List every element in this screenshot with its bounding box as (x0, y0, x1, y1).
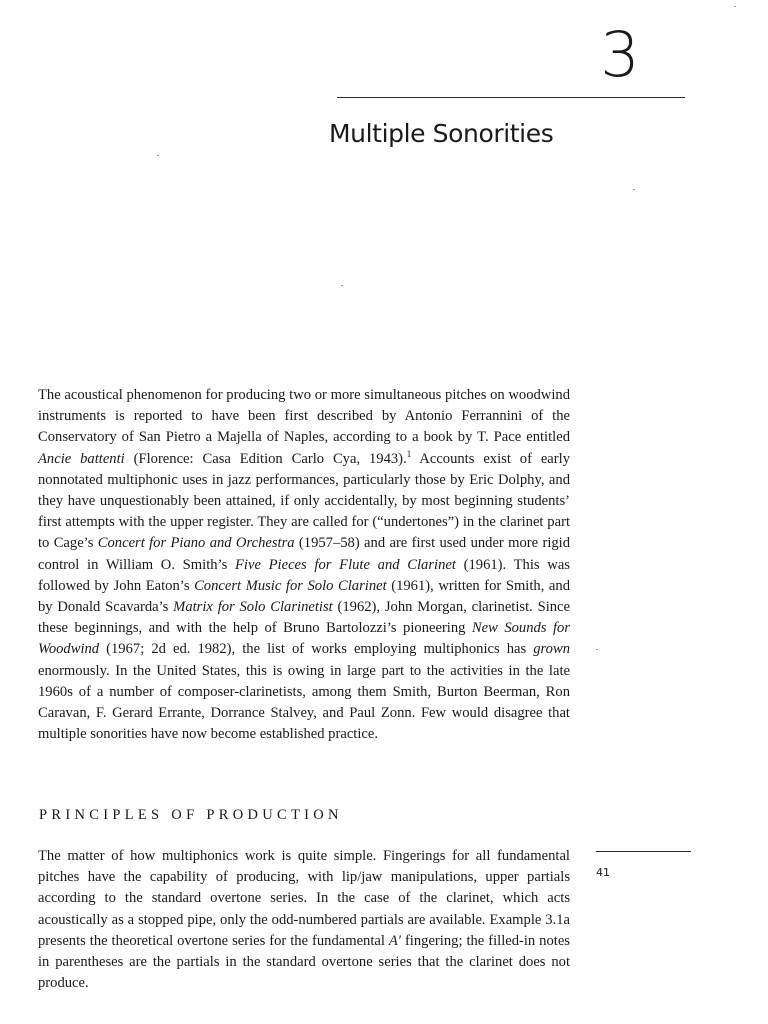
text-run: fingering; the filled-in notes in parentheses are the partials in the standard overtone series that the clarinet does not produce. (38, 932, 570, 992)
text-run: (Florence: Casa Edition Carlo Cya, 1943). (124, 450, 407, 467)
scan-speck (596, 649, 598, 650)
chapter-rule (337, 97, 685, 98)
text-run: (1962), John Morgan, clarinetist. Since these beginnings, and with the help of Bruno Bartolozzi’s pioneering (38, 599, 571, 637)
page-number: 41 (596, 866, 610, 879)
text-run: The matter of how multiphonics work is quite simple. Fingerings for all fundamental pitches have the capability of producing, with lip/jaw manipulations, upper partials according to the standard overtone series. In the case of the clarinet, which acts acoustically as a stopped pipe, only the odd-numbered partials are available. Example 3.1a presents the theoretical overtone series for the fundamental (38, 848, 570, 949)
text-run: Accounts exist of early nonnotated multiphonic uses in jazz performances, particularly those by Eric Dolphy, and they have unquestionably been attained, if only accidentally, by most beginning students’ first attempts with the upper register. They are called for (“undertones”) in the clarinet part to Cage’s (38, 450, 570, 552)
italic-title: Concert Music for Solo Clarinet (194, 577, 387, 594)
italic-title: Five Pieces for Flute and Clarinet (235, 556, 456, 573)
body-paragraph-2 (38, 846, 570, 994)
body-paragraph-1 (38, 385, 570, 745)
scan-speck (633, 189, 635, 190)
text-run: (1957–58) and are first used under more rigid control in William O. Smith’s (38, 535, 571, 573)
text-run: (1967; 2d ed. 1982), the list of works employing multiphonics has (99, 641, 534, 658)
chapter-title: Multiple Sonorities (329, 119, 554, 148)
italic-title: Concert for Piano and Orchestra (97, 535, 295, 552)
text-run: The acoustical phenomenon for producing two or more simultaneous pitches on woodwind instruments is reported to have been first described by Antonio Ferrannini of the Conservatory of San Pietro a Majella of Naples, according to a book by T. Pace entitled (38, 387, 570, 446)
italic-note-name: A′ (388, 932, 401, 949)
chapter-number: 3 (600, 18, 640, 91)
text-run: (1961). This was followed by John Eaton’s (38, 556, 570, 594)
margin-rule (596, 851, 691, 852)
italic-title: New Sounds for Woodwind (38, 620, 571, 658)
section-heading: PRINCIPLES OF PRODUCTION (39, 807, 343, 823)
italic-title: Matrix for Solo Clarinetist (173, 599, 333, 616)
scan-speck (157, 155, 159, 156)
text-run: (1961), written for Smith, and by Donald Scavarda’s (38, 577, 570, 616)
italic-title: Ancie battenti (38, 450, 125, 467)
scan-speck (341, 285, 343, 286)
text-run: enormously. In the United States, this is owing in large part to the activities in the late 1960s of a number of composer-clarinetists, among them Smith, Burton Beerman, Ron Caravan, F. Gerard Errante, Dorrance Stalvey, and Paul Zonn. Few would disagree that multiple sonorities have now become established practice. (38, 662, 570, 743)
footnote-marker: 1 (406, 448, 412, 459)
italic-emphasis: grown (533, 641, 570, 658)
scan-speck (734, 6, 736, 7)
